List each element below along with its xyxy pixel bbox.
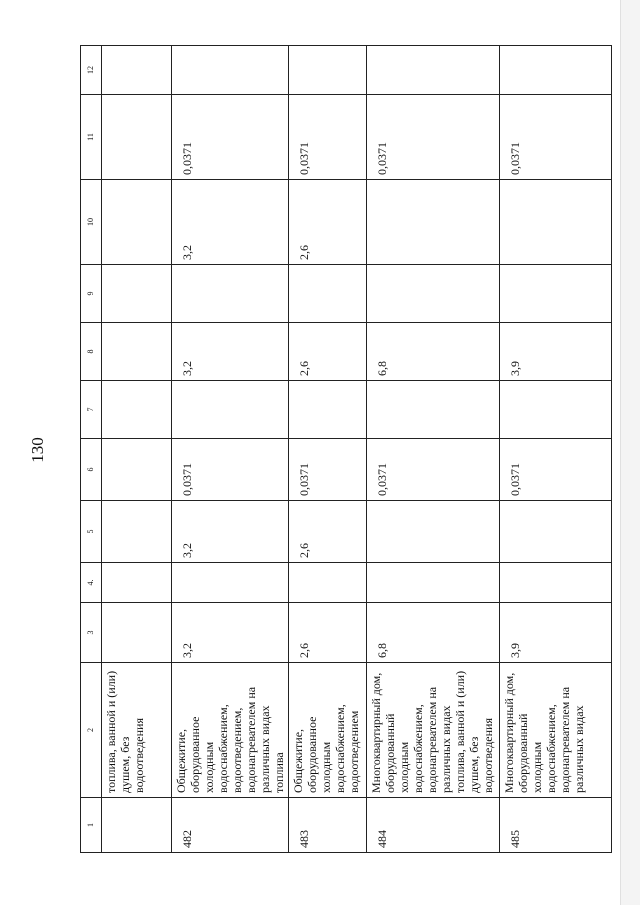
header-cell: 3 xyxy=(81,603,102,663)
row-number-cell: 482 xyxy=(172,798,289,853)
value-cell: 0,0371 xyxy=(367,439,500,501)
value-cell xyxy=(102,563,172,603)
value-cell xyxy=(289,381,367,439)
table-container xyxy=(80,46,605,853)
value-cell xyxy=(500,563,612,603)
header-cell: 5 xyxy=(81,501,102,563)
value-cell xyxy=(172,265,289,323)
value-cell: 2,6 xyxy=(289,323,367,381)
value-cell xyxy=(500,501,612,563)
value-cell: 2,6 xyxy=(289,180,367,265)
value-cell xyxy=(102,46,172,95)
value-cell xyxy=(102,381,172,439)
value-cell xyxy=(172,46,289,95)
header-cell: 1 xyxy=(81,798,102,853)
value-cell xyxy=(500,180,612,265)
value-cell xyxy=(102,95,172,180)
value-cell xyxy=(102,501,172,563)
header-cell: 12 xyxy=(81,46,102,95)
header-cell: 6 xyxy=(81,439,102,501)
value-cell: 3,2 xyxy=(172,180,289,265)
value-cell: 2,6 xyxy=(289,603,367,663)
value-cell xyxy=(102,603,172,663)
description-cell: Общежитие, оборудованное холодным водоснабжением, водоотведением, водонагревателем на различных видах топлива xyxy=(172,663,289,798)
value-cell: 3,9 xyxy=(500,603,612,663)
description-cell: Многоквартирный дом, оборудованный холодным водоснабжением, водонагревателем на различных видах xyxy=(500,663,612,798)
row-number-cell: 485 xyxy=(500,798,612,853)
header-cell: 8 xyxy=(81,323,102,381)
value-cell xyxy=(367,265,500,323)
value-cell: 2,6 xyxy=(289,501,367,563)
value-cell xyxy=(172,381,289,439)
tariff-table xyxy=(80,45,612,853)
value-cell xyxy=(102,323,172,381)
header-cell: 11 xyxy=(81,95,102,180)
value-cell: 0,0371 xyxy=(289,95,367,180)
value-cell xyxy=(289,563,367,603)
value-cell xyxy=(500,265,612,323)
header-cell: 9 xyxy=(81,265,102,323)
value-cell: 3,2 xyxy=(172,501,289,563)
header-row xyxy=(81,46,102,853)
value-cell xyxy=(102,180,172,265)
value-cell: 0,0371 xyxy=(367,95,500,180)
page-edge xyxy=(620,0,640,905)
header-cell: 4. xyxy=(81,563,102,603)
table-row xyxy=(289,46,367,853)
value-cell xyxy=(289,265,367,323)
value-cell: 6,8 xyxy=(367,323,500,381)
value-cell xyxy=(500,46,612,95)
value-cell: 3,2 xyxy=(172,603,289,663)
value-cell xyxy=(289,46,367,95)
row-number-cell xyxy=(102,798,172,853)
description-cell: Общежитие, оборудованное холодным водоснабжением, водоотведением xyxy=(289,663,367,798)
description-cell: топлива, ванной и (или) душем, без водоотведения xyxy=(102,663,172,798)
description-cell: Многоквартирный дом, оборудованный холодным водоснабжением, водонагревателем на различных видах топлива, ванной и (или) душем, без водоотведения xyxy=(367,663,500,798)
value-cell xyxy=(367,46,500,95)
table-row xyxy=(500,46,612,853)
value-cell xyxy=(500,381,612,439)
value-cell: 0,0371 xyxy=(500,95,612,180)
value-cell xyxy=(172,563,289,603)
value-cell: 0,0371 xyxy=(500,439,612,501)
value-cell: 0,0371 xyxy=(289,439,367,501)
value-cell: 3,9 xyxy=(500,323,612,381)
value-cell: 0,0371 xyxy=(172,439,289,501)
value-cell: 0,0371 xyxy=(172,95,289,180)
value-cell xyxy=(367,563,500,603)
value-cell xyxy=(367,180,500,265)
value-cell xyxy=(367,381,500,439)
header-cell: 7 xyxy=(81,381,102,439)
header-cell: 2 xyxy=(81,663,102,798)
value-cell: 6,8 xyxy=(367,603,500,663)
table-row xyxy=(172,46,289,853)
page-number: 130 xyxy=(28,437,47,463)
row-number-cell: 483 xyxy=(289,798,367,853)
table-row xyxy=(367,46,500,853)
value-cell xyxy=(102,265,172,323)
value-cell xyxy=(367,501,500,563)
value-cell: 3,2 xyxy=(172,323,289,381)
row-number-cell: 484 xyxy=(367,798,500,853)
value-cell xyxy=(102,439,172,501)
header-cell: 10 xyxy=(81,180,102,265)
table-row xyxy=(102,46,172,853)
